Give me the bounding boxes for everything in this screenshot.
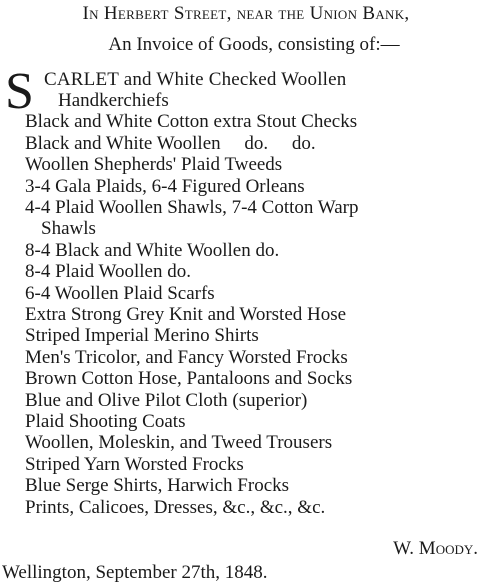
goods-item: Blue Serge Shirts, Harwich Frocks <box>25 475 290 496</box>
goods-item: Men's Tricolor, and Fancy Worsted Frocks <box>25 347 348 368</box>
goods-item: Woollen Shepherds' Plaid Tweeds <box>25 154 283 175</box>
goods-item: Handkerchiefs <box>58 90 169 111</box>
goods-item: Plaid Shooting Coats <box>25 411 186 432</box>
invoice-subtitle: An Invoice of Goods, consisting of:— <box>108 34 400 55</box>
goods-item: Blue and Olive Pilot Cloth (superior) <box>25 390 308 411</box>
goods-item: Extra Strong Grey Knit and Worsted Hose <box>25 304 347 325</box>
goods-item: 6-4 Woollen Plaid Scarfs <box>25 283 215 304</box>
goods-item: 3-4 Gala Plaids, 6-4 Figured Orleans <box>25 176 305 197</box>
location-heading: In Herbert Street, near the Union Bank, <box>82 3 410 24</box>
goods-item: Striped Imperial Merino Shirts <box>25 325 259 346</box>
goods-item: Black and White Cotton extra Stout Checks <box>25 111 358 132</box>
goods-item: 8-4 Black and White Woollen do. <box>25 240 280 261</box>
goods-item: Shawls <box>41 218 96 239</box>
goods-item: Striped Yarn Worsted Frocks <box>25 454 244 475</box>
goods-item: Black and White Woollen do. do. <box>25 133 316 154</box>
dateline: Wellington, September 27th, 1848. <box>2 562 268 583</box>
goods-item: Woollen, Moleskin, and Tweed Trousers <box>25 432 333 453</box>
goods-item: Brown Cotton Hose, Pantaloons and Socks <box>25 368 353 389</box>
goods-item: Prints, Calicoes, Dresses, &c., &c., &c. <box>25 497 326 518</box>
signature: W. Moody. <box>393 538 478 559</box>
goods-item-first: CARLET and White Checked Woollen <box>44 69 347 90</box>
goods-item: 8-4 Plaid Woollen do. <box>25 261 191 282</box>
drop-cap: S <box>5 63 34 120</box>
goods-item: 4-4 Plaid Woollen Shawls, 7-4 Cotton Warp <box>25 197 359 218</box>
